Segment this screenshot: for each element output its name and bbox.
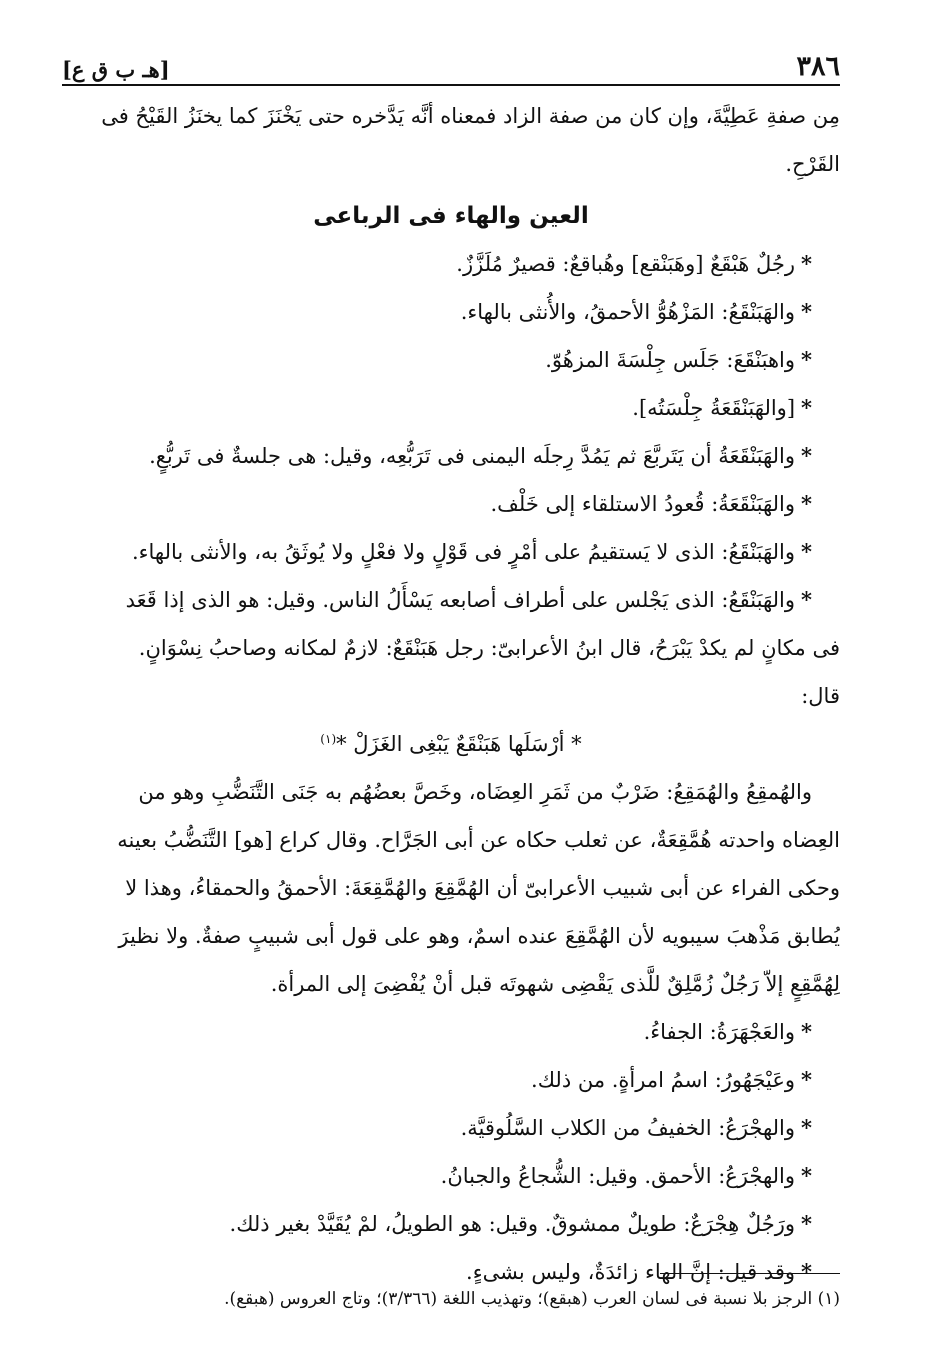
entry-text: والهَبَنْقَعَةُ: قُعودُ الاستلقاء إلى خَلْف. xyxy=(490,492,796,516)
text-line: مِن صفةِ عَطِيَّةَ، وإن كان من صفة الزاد فمعناه أنَّه يَدَّخره حتى يَخْنَزَ كما يخنَزُ القَيْحُ فى xyxy=(101,104,840,128)
page-body xyxy=(62,92,840,1296)
entry-text: رجُلٌ هَبْقَعٌ [وهَبَنْقع] وهُباقعٌ: قصيرٌ مُلَزَّزٌ. xyxy=(456,252,796,276)
entry-text: والهَبَنْقَعَةُ أن يَتَربَّعَ ثم يَمُدَّ رِجلَه اليمنى فى تَرَبُّعِه، وقيل: هى جلسةٌ فى تَربُّعٍ. xyxy=(149,444,796,468)
root-label: [هـ ب ق ع] xyxy=(62,57,170,82)
entry-text: ورَجُلٌ هِجْرَعٌ: طويلٌ ممشوقٌ. وقيل: هو الطويلُ، لمْ يُقَيَّدْ بغير ذلك. xyxy=(229,1212,796,1236)
entry xyxy=(62,288,840,336)
entry-text: [والهَبَنْقَعَةُ جِلْسَتُه]. xyxy=(632,396,796,420)
entry xyxy=(62,576,840,624)
entry-marker: * xyxy=(801,587,812,612)
entry-marker: * xyxy=(801,1163,812,1188)
text-line: فى مكانٍ لم يكدْ يَبْرَحُ، قال ابنُ الأعرابىّ: رجل هَبَنْقَعٌ: لازمٌ لمكانه وصاحبُ نِسْوَانٍ. xyxy=(138,636,840,660)
entry xyxy=(62,432,840,480)
verse-line xyxy=(62,720,840,768)
text-line: لِهُمَّقِعٍ إلاّ رَجُلٌ زُمَّلِقٌ للَّذى يَقْضِى شهوتَه قبل أنْ يُفْضِىَ إلى المرأة. xyxy=(270,972,840,996)
entry-marker: * xyxy=(801,1259,812,1284)
footnote-ref: (١) xyxy=(320,732,337,746)
entry-marker: * xyxy=(801,395,812,420)
section-heading: العين والهاء فى الرباعى xyxy=(313,203,589,229)
entry xyxy=(62,480,840,528)
text-line: وحكى الفراء عن أبى شبيب الأعرابىّ أن الهُمَّقِعَ والهُمَّقِعَةَ: الأحمقُ والحمقاءُ، وهذا لا xyxy=(125,876,840,900)
entry-text: واهبَنْقَعَ: جَلَس جِلْسَةَ المزهُوّ. xyxy=(545,348,796,372)
entry-text: والهجْرَعُ: الخفيفُ من الكلاب السَّلُوقيَّة. xyxy=(460,1116,796,1140)
entry-text: والهَبَنْقَعُ: الذى يَجْلس على أطراف أصابعه يَسْأَلُ الناس. وقيل: هو الذى إذا قَعَد xyxy=(125,588,796,612)
entry xyxy=(62,240,840,288)
page-number: ٣٨٦ xyxy=(796,51,840,82)
entry-marker: * xyxy=(801,1211,812,1236)
entry-marker: * xyxy=(801,1019,812,1044)
text-line: القَرْحِ. xyxy=(785,152,840,176)
entry-marker: * xyxy=(801,539,812,564)
text-line: يُطابق مَذْهبَ سيبويه لأن الهُمَّقِعَ عنده اسمٌ، وهو على قول أبى شبيبٍ صفةٌ. ولا نظيرَ xyxy=(118,924,840,948)
entry xyxy=(62,528,840,576)
entry xyxy=(62,1056,840,1104)
entry-marker: * xyxy=(801,1115,812,1140)
entry xyxy=(62,336,840,384)
entry xyxy=(62,1200,840,1248)
footnote-divider xyxy=(660,1273,840,1274)
entry-marker: * xyxy=(801,347,812,372)
entry-text: والهَبَنْقَعُ: الذى لا يَستقيمُ على أمْرٍ فى قَوْلٍ ولا فعْلٍ ولا يُوثَقُ به، والأنثى بالهاء. xyxy=(131,540,796,564)
page-header xyxy=(62,38,840,86)
verse-text: * أرْسَلَها هَبَنْقَعٌ يَبْغِى الغَزَلْ * xyxy=(336,732,582,756)
entry-marker: * xyxy=(801,491,812,516)
entry-text: والهجْرَعُ: الأحمق. وقيل: الشُّجاعُ والجبانُ. xyxy=(440,1164,796,1188)
entry-marker: * xyxy=(801,299,812,324)
entry xyxy=(62,384,840,432)
entry xyxy=(62,1008,840,1056)
text-line: قال: xyxy=(801,684,840,708)
entry xyxy=(62,1104,840,1152)
entry-text: وقد قيل: إنَّ الهاء زائدَةٌ، وليس بشىءٍ. xyxy=(466,1260,796,1284)
entry-text: وعَيْجَهُورُ: اسمُ امرأةٍ. من ذلك. xyxy=(531,1068,796,1092)
entry-marker: * xyxy=(801,1067,812,1092)
entry-text: والعَجْهَرَةُ: الجفاءُ. xyxy=(643,1020,796,1044)
entry-text: والهَبَنْقَعُ: المَزْهُوُّ الأحمقُ، والأُنثى بالهاء. xyxy=(460,300,796,324)
entry-marker: * xyxy=(801,443,812,468)
footnote: (١) الرجز بلا نسبة فى لسان العرب (هبقع)؛ وتهذيب اللغة (٣/٣٦٦)؛ وتاج العروس (هبقع). xyxy=(224,1289,840,1309)
text-line: العِضاه واحدته هُمَّقِعَةٌ، عن ثعلب حكاه عن أبى الجَرَّاح. وقال كراع [هو] التَّنَضُّبُ بعينه xyxy=(117,828,840,852)
text-line: والهُمقِعُ والهُمَقِعُ: ضَرْبٌ من ثَمَرِ العِضَاه، وخَصَّ بعضُهُم به جَنَى التَّنَضُّبِ وهو من xyxy=(138,780,812,804)
entry-marker: * xyxy=(801,251,812,276)
entry xyxy=(62,1152,840,1200)
